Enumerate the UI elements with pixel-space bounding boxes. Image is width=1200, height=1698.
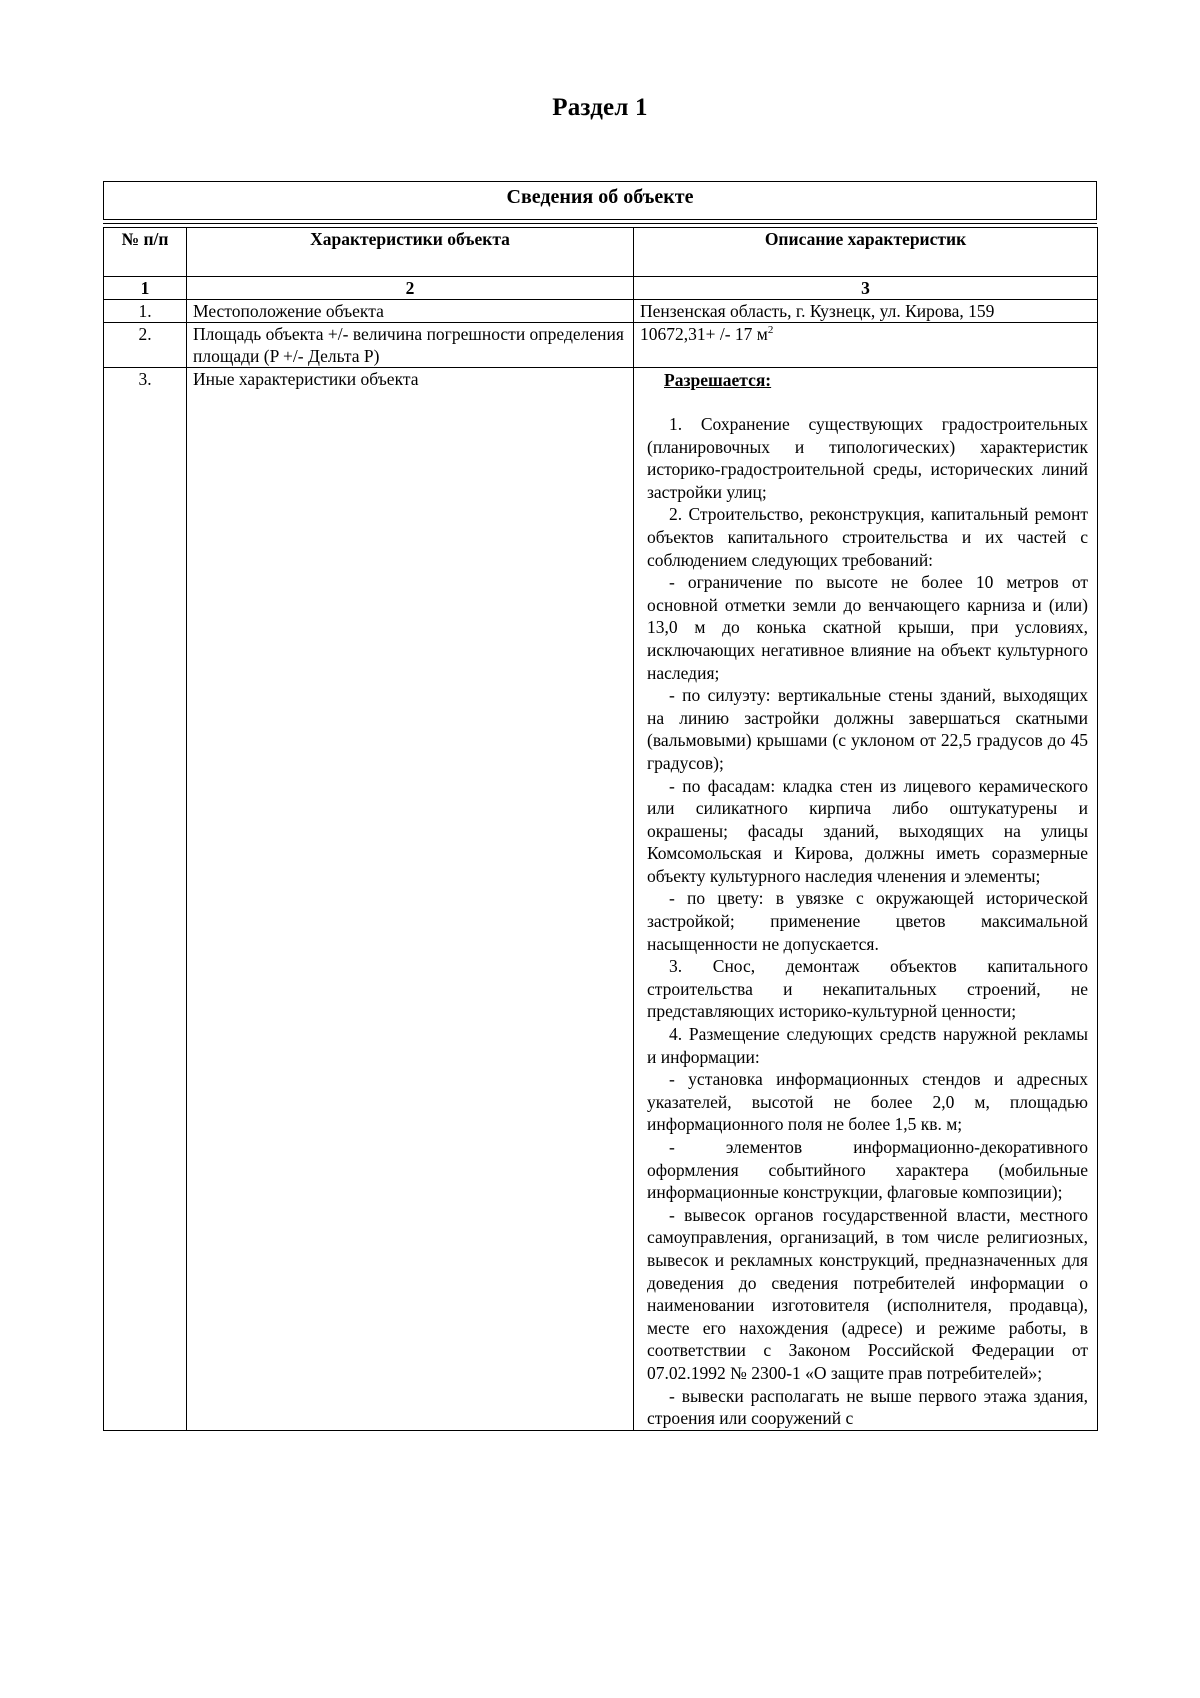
header-number: № п/п (104, 228, 187, 277)
page-title: Раздел 1 (552, 94, 648, 121)
table-header-row (104, 228, 1098, 277)
row-characteristic: Местоположение объекта (187, 300, 634, 323)
table-row (104, 323, 1098, 368)
area-unit-superscript: 2 (767, 324, 774, 337)
column-number-row (104, 277, 1098, 300)
row-description (634, 368, 1098, 1431)
area-value: 10672,31+ /- 17 м (640, 324, 768, 344)
permitted-heading: Разрешается: (664, 370, 772, 390)
permitted-item: - по цвету: в увязке с окружающей исторической застройкой; применение цветов максимальной насыщенности не допускается. (647, 888, 1088, 954)
permitted-item: - вывески располагать не выше первого этажа здания, строения или сооружений с (647, 1385, 1088, 1429)
double-rule (103, 223, 1097, 224)
col-number-3: 3 (634, 277, 1098, 300)
permitted-item: - элементов информационно-декоративного оформления событийного характера (мобильные информационные конструкции, флаговые композиции); (647, 1137, 1088, 1203)
permitted-item: 4. Размещение следующих средств наружной рекламы и информации: (647, 1024, 1088, 1067)
row-characteristic: Площадь объекта +/- величина погрешности определения площади (P +/- Дельта P) (187, 323, 634, 368)
row-description: Пензенская область, г. Кузнецк, ул. Кирова, 159 (634, 300, 1098, 323)
table-row (104, 300, 1098, 323)
section-title-text: Сведения об объекте (506, 186, 694, 208)
row-number: 3. (104, 368, 187, 1431)
col-number-2: 2 (187, 277, 634, 300)
col-number-1: 1 (104, 277, 187, 300)
permitted-item: - по фасадам: кладка стен из лицевого керамического или силикатного кирпича либо оштукатурены и окрашены; фасады зданий, выходящих на улицы Комсомольская и Кирова, должны иметь соразмерные объекту культурного наследия членения и элементы; (647, 775, 1088, 886)
row-characteristic: Иные характеристики объекта (187, 368, 634, 1431)
permitted-item: - установка информационных стендов и адресных указателей, высотой не более 2,0 м, площадью информационного поля не более 1,5 кв. м; (647, 1069, 1088, 1135)
section-title (103, 181, 1097, 220)
permitted-item: 2. Строительство, реконструкция, капитальный ремонт объектов капитального строительства и их частей с соблюдением следующих требований: (647, 504, 1088, 570)
header-characteristic: Характеристики объекта (187, 228, 634, 277)
object-info-table (103, 227, 1098, 1431)
row-description (634, 323, 1098, 368)
row-number: 2. (104, 323, 187, 368)
permitted-item: 1. Сохранение существующих градостроительных (планировочных и типологических) характеристик историко-градостроительной среды, исторических линий застройки улиц; (647, 414, 1088, 502)
permitted-item: - вывесок органов государственной власти, местного самоуправления, организаций, в том числе религиозных, вывесок и рекламных конструкций, предназначенных для доведения до сведения потребителей информации о наименовании изготовителя (исполнителя, продавца), месте его нахождения (адресе) и режиме работы, в соответствии с Законом Российской Федерации от 07.02.1992 № 2300-1 «О защите прав потребителей»; (647, 1204, 1088, 1383)
row-number: 1. (104, 300, 187, 323)
permitted-list (647, 413, 1088, 1430)
permitted-item: 3. Снос, демонтаж объектов капитального строительства и некапитальных строений, не представляющих историко-культурной ценности; (647, 956, 1088, 1022)
table-row (104, 368, 1098, 1431)
permitted-item: - по силуэту: вертикальные стены зданий, выходящих на линию застройки должны завершаться скатными (вальмовыми) крышами (с уклоном от 22,5 градусов до 45 градусов); (647, 685, 1088, 773)
header-description: Описание характеристик (634, 228, 1098, 277)
permitted-item: - ограничение по высоте не более 10 метров от основной отметки земли до венчающего карниза и (или) 13,0 м до конька скатной крыши, при условиях, исключающих негативное влияние на объект культурного наследия; (647, 572, 1088, 683)
